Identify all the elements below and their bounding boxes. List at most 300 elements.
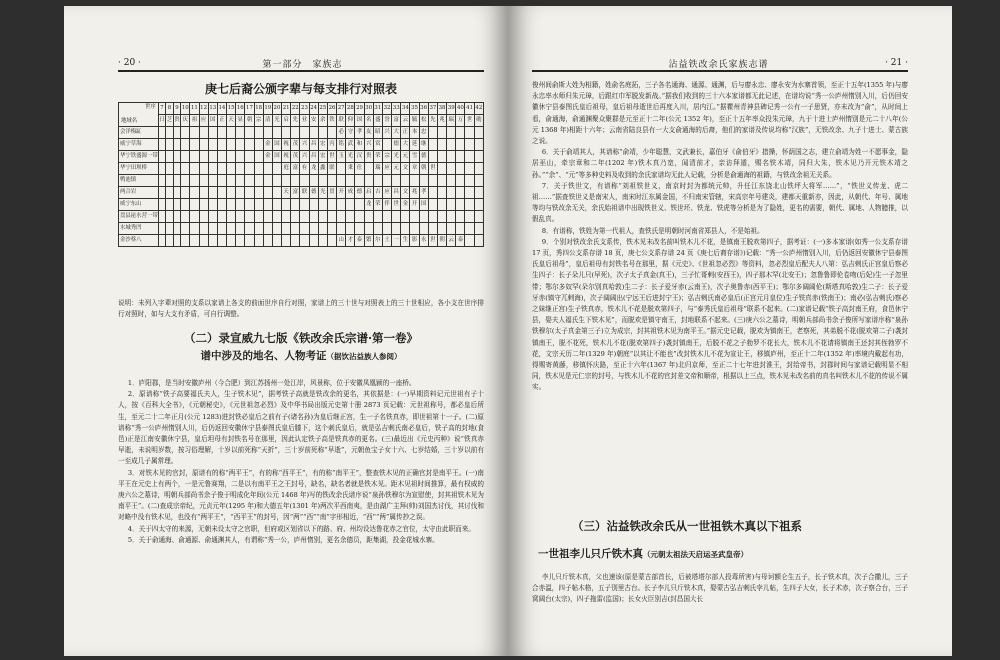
table-cell [465, 175, 474, 187]
table-cell: 宏 [318, 151, 327, 163]
table-corner-cell [119, 103, 159, 127]
table-cell [173, 187, 180, 199]
paragraph: 2．原谱称“铁子高要福氏夫人，生子铁木见”，据考铁子高就是铁改余的更名，其依据是：(一)早期资料记元世祖有子十人，按《百科大全书》，《元朝秘史》，《元世祖忽必烈》及中华书局出版元史第十册 2873 页记载：元世祖称号，都必皇后所生，至元二十二年正月(公元 1283)进封铁必皇后之前有子(诸名孙)为皇后继正宫，生一子名铁真赤，即世祖第十一子。(二)原谱称“秀一公庐州惰别人川，后仍返回安徽休宁县泰图氏皇后膝下，这个刺氏皇后，就是弘吉剌氏南必皇后，铁子高的封地(食邑)正是江南安徽休宁县，皇后坦母有封铁名号在那里，因此认定铁子高是铁真赤的更名。(三)最近出《元史丙种》说“铁真赤早逝，未说明岁数，按习俗理解，十岁以前死称“天折”，三十岁前死称“早逝”，元朝鱼宝子女十六、七岁结婚，三十岁以前有一至成几子属常理。 [118, 390, 484, 466]
table-cell [236, 175, 245, 187]
zibei-cell: 贵 [173, 115, 180, 127]
table-cell: 必 [337, 127, 346, 139]
table-cell: 才 [346, 235, 355, 247]
table-cell [190, 187, 199, 199]
table-cell [190, 163, 199, 175]
table-cell [474, 187, 483, 199]
zibei-cell: 显 [236, 115, 245, 127]
right-body-text [532, 80, 908, 506]
paragraph: 3．对铁木见的官封，原谱有的称“两平王”，有的称“西平王”，有的称“南平王”，整查铁木见的正确官封是南平王。(一)南平王在元史上有两个，一是元鲁赛翔，二是以有南平王之王封号，缺名，缺名者就是铁木见。距木见祖时间推算，最有权威的庚六公之墓诗，明朝兵部尚书余子俊于明成化年间(公元 1468 年)写的铁改余氏谱序说“泉孙铁穆尔为宣慰使，封其祖铁木见为南平王”。(二)查成宗帝纪，元贞元年(1295 年)和大德五年(1301 年)两次平西南夷，是由湖广主拜(帅)刘国杰讨伐，其讨伐和对略中没有铁木见，也没有“两平王”，“西平王”的封号，因“两”“西”“南”字形相近，“西”“两”属传抄之误。 [118, 468, 484, 522]
table-cell [419, 223, 428, 235]
table-cell [318, 211, 327, 223]
table-cell: 有 [300, 163, 309, 175]
table-cell [355, 211, 364, 223]
table-cell [465, 139, 474, 151]
table-cell [254, 139, 263, 151]
table-cell [337, 199, 346, 211]
table-cell [382, 175, 391, 187]
table-cell [337, 163, 346, 175]
table-cell [181, 223, 190, 235]
table-cell [208, 211, 217, 223]
table-cell [173, 163, 180, 175]
table-cell [474, 151, 483, 163]
generation-number-cell: 41 [465, 103, 474, 115]
paragraph: 4．关于四太守的来源，无朝未设太守之官职，但府或区划省以下的路、府、州均设达鲁花赤之官位，太守由此职而来。 [127, 524, 475, 533]
zibei-cell: 兆 [437, 115, 446, 127]
table-cell [355, 223, 364, 235]
table-cell [465, 187, 474, 199]
zibei-cell: 日 [158, 115, 165, 127]
place-name-cell: 金沙蔡八 [119, 235, 159, 247]
table-cell [236, 139, 245, 151]
table-cell [245, 175, 254, 187]
table-cell: 光 [392, 151, 401, 163]
paragraph: 9．个别对铁改余氏支系传，铁木见末改名前叫铁木儿不花，是镇南王脱欢第四子，据考证：(一)多本家谱(如秀一公支系存谱 17 页，秀四公支系存谱 18 页，庚七公支系存谱 24 页《庚七后裔存谱》)记载：“秀一公庐州惰别入川，后仍返回安徽休宁县泰图氏皇后祖母”，皇后祖母有封铁名号在那里，据《元史》、《世祖忽必烈》等资料，忽必烈皇后配夫人八第：弘吉剌氏正宫皇后察必生四子：长子朵儿只(早死)，次子太子真金(真王)，三子忙哥剌(安西王)，四子那木罕(北安王)；忽鲁鲁即伦卷吻(后妃)生一子忽里带；鄂尔多奴罕(朵尔别真哈敦)生二子：长子爱牙赤(云南王)，次子奥鲁赤(西平王)；鄂尔多阔阔伦(斯塔真哈敦)生二子：长子爱牙赤(镇守兀剌海)，次子阔阔出(宁远王后进封宁王)；弘吉剌氏南必皇后(正宫元月皇位)生子铁真赤(铁南王)；南必(弘吉剌氏)察必之妹继正宫)生子铁真赤，铁木儿不花是脱欢第四子，与“泰秀氏皇后祖母”联系不起来。(二)家谱记载“铁子高封南王府，食邑休宁县，娶夫人福氏生下铁木见”，而脱欢是镇守南王，封地联系不起来。(三)庚六公之墓诗，明朝兵部尚书余子俊所写家谱序称“泉孙铁穆尔(太子真金第三子)立为成宗，封其祖铁木见为南平王。”据元史记载，脱欢为镇南王，老察死，其弟脱不花(脱欢第二子)袭封镇南王，脱不花死，铁木儿不花(脱欢第四子)袭封镇南王，后脱不花之子勃罗不花长大，铁木儿不花请将镇南王还封其侄勃罗不花，文宗天历二年(1329 年)朝庭“以其让不能也”改封铁木儿不花为宣让王，移镇庐州，至正十二年(1352 年)率境内戴起有功，得赐寄黄藤，移镇怀庆路，至正十六年(1367 年)北归京师，至正二十七年进封淮王，封给帝书，封郡时间与家谱记载明显不相同，铁木见是元仁宗的封号，与铁木儿不花的官封差文帝和顺帝，根据以上三点，铁木见未改名前的真名叫铁木儿不花的传说不属实。 [532, 237, 908, 392]
table-cell [382, 139, 391, 151]
table-cell: 瑞 [373, 163, 382, 175]
table-cell [465, 163, 474, 175]
table-cell [447, 199, 456, 211]
table-cell [309, 199, 318, 211]
table-cell [474, 199, 483, 211]
table-cell: 光 [346, 151, 355, 163]
table-cell [227, 175, 236, 187]
table-cell [263, 223, 272, 235]
zibei-cell: 庆 [181, 115, 190, 127]
generation-number-cell: 27 [337, 103, 346, 115]
table-cell [291, 199, 300, 211]
table-cell: 龙 [364, 199, 373, 211]
table-cell [346, 211, 355, 223]
zibei-cell: 毓 [410, 115, 419, 127]
zibei-cell: 仰 [346, 115, 355, 127]
table-cell [401, 175, 410, 187]
zibei-cell: 祖 [190, 115, 199, 127]
generation-number-cell: 30 [364, 103, 373, 115]
section-source: （据饮沾益族人参阅） [326, 352, 402, 361]
table-cell [428, 139, 437, 151]
table-cell: 丙 [327, 139, 336, 151]
zibei-cell: 云 [401, 115, 410, 127]
table-cell [465, 199, 474, 211]
table-cell [217, 175, 226, 187]
section-title: （二）录宣威九七版《铁改余氏宗谱·第一卷》 [183, 331, 418, 345]
table-cell [173, 235, 180, 247]
table-cell [181, 163, 190, 175]
generation-number-cell: 21 [282, 103, 291, 115]
table-cell [272, 175, 281, 187]
table-cell [474, 211, 483, 223]
paragraph: 5．关于俞通海、俞通源、俞通渊其人，有谓称“秀一公，庐州惰别，更名余德员，距集湖，投金花城水寨。 [127, 535, 439, 544]
table-cell [190, 211, 199, 223]
table-cell [272, 187, 281, 199]
table-cell [410, 223, 419, 235]
table-cell [217, 151, 226, 163]
book-spread [64, 6, 952, 658]
place-name-cell: 两合岩 [119, 187, 159, 199]
generation-number-cell: 33 [392, 103, 401, 115]
table-cell [173, 151, 180, 163]
right-section-title: （三）沾益铁改余氏从一世祖铁木真以下祖系 [572, 519, 802, 533]
zibei-cell: 国 [208, 115, 217, 127]
table-cell [447, 223, 456, 235]
table-cell [158, 175, 165, 187]
table-cell [190, 151, 199, 163]
table-cell [300, 175, 309, 187]
table-cell [236, 223, 245, 235]
table-cell [456, 199, 465, 211]
table-cell: 昭 [373, 127, 382, 139]
zibei-cell: 盛 [373, 115, 382, 127]
table-cell [456, 211, 465, 223]
table-cell [245, 187, 254, 199]
generation-number-cell: 8 [166, 103, 173, 115]
table-cell: 世 [327, 151, 336, 163]
table-cell [282, 199, 291, 211]
table-cell [190, 223, 199, 235]
table-cell [199, 175, 208, 187]
table-cell: 伴 [382, 199, 391, 211]
table-cell [300, 235, 309, 247]
table-row [119, 175, 484, 187]
generation-number-cell: 35 [410, 103, 419, 115]
table-cell [309, 175, 318, 187]
table-cell [166, 163, 173, 175]
table-cell: 延 [410, 139, 419, 151]
table-cell [227, 139, 236, 151]
right-header-title: 沾益铁改余氏家族志谱 [668, 59, 769, 70]
table-cell [158, 211, 165, 223]
table-cell [456, 175, 465, 187]
zibei-cell: 松 [419, 115, 428, 127]
table-cell: 世 [428, 235, 437, 247]
table-row [119, 187, 484, 199]
table-cell [428, 187, 437, 199]
generation-number-cell: 22 [291, 103, 300, 115]
table-cell [227, 223, 236, 235]
table-cell: 文 [401, 163, 410, 175]
table-cell [272, 199, 281, 211]
table-cell [245, 235, 254, 247]
zibei-cell: 勋 [474, 115, 483, 127]
table-cell [327, 199, 336, 211]
table-cell [447, 211, 456, 223]
table-cell [437, 223, 446, 235]
table-cell: 世 [392, 199, 401, 211]
table-cell [254, 127, 263, 139]
table-cell [272, 223, 281, 235]
table-cell: 金 [263, 151, 272, 163]
table-cell: 富 [291, 163, 300, 175]
table-cell [236, 127, 245, 139]
table-cell [309, 127, 318, 139]
table-cell [227, 163, 236, 175]
table-cell [181, 211, 190, 223]
table-cell: 应 [382, 163, 391, 175]
place-name-cell: 水城秀凹 [119, 223, 159, 235]
table-cell [245, 211, 254, 223]
generation-number-cell: 16 [236, 103, 245, 115]
table-cell [456, 127, 465, 139]
table-cell: 雪 [410, 151, 419, 163]
table-cell [199, 151, 208, 163]
table-cell [263, 163, 272, 175]
table-cell: 宗 [382, 151, 391, 163]
generation-number-cell: 12 [199, 103, 208, 115]
table-cell: 应 [382, 187, 391, 199]
table-cell [410, 175, 419, 187]
zibei-cell: 朝 [245, 115, 254, 127]
table-cell [419, 175, 428, 187]
table-cell [236, 235, 245, 247]
generation-number-cell: 29 [355, 103, 364, 115]
table-cell [181, 175, 190, 187]
table-cell [181, 187, 190, 199]
generation-number-cell: 20 [272, 103, 281, 115]
table-cell [428, 211, 437, 223]
table-cell: 天 [282, 187, 291, 199]
table-cell [282, 223, 291, 235]
table-cell: 赏 [373, 139, 382, 151]
table-cell: 昌 [392, 187, 401, 199]
left-page-header [118, 56, 484, 72]
table-cell [208, 127, 217, 139]
table-cell [282, 175, 291, 187]
table-cell [227, 199, 236, 211]
section-subtitle [118, 348, 484, 363]
table-cell: 兴 [364, 139, 373, 151]
left-page-number: · 20 · [118, 58, 141, 68]
table-cell [318, 223, 327, 235]
table-cell: 荣 [373, 151, 382, 163]
table-cell [208, 151, 217, 163]
table-cell [419, 211, 428, 223]
table-cell [217, 127, 226, 139]
table-cell [158, 199, 165, 211]
table-cell [447, 187, 456, 199]
table-cell [263, 211, 272, 223]
zibei-cell: 先 [428, 115, 437, 127]
table-cell [447, 163, 456, 175]
table-cell [166, 187, 173, 199]
table-cell [245, 127, 254, 139]
table-cell: 德 [355, 187, 364, 199]
table-cell [158, 139, 165, 151]
table-cell: 成 [346, 187, 355, 199]
table-cell [158, 187, 165, 199]
table-row [119, 223, 484, 235]
table-cell: 德 [419, 151, 428, 163]
table-cell [291, 127, 300, 139]
table-cell: 元 [392, 163, 401, 175]
table-cell [227, 187, 236, 199]
table-cell [327, 235, 336, 247]
generation-number-cell: 25 [318, 103, 327, 115]
table-cell [181, 151, 190, 163]
zibei-cell: 光 [272, 115, 281, 127]
table-cell: 茂 [291, 139, 300, 151]
table-cell [392, 175, 401, 187]
left-body-text [118, 378, 484, 644]
table-cell [254, 175, 263, 187]
table-cell: 金 [401, 199, 410, 211]
table-cell [263, 187, 272, 199]
table-cell [217, 163, 226, 175]
generation-number-cell: 42 [474, 103, 483, 115]
table-cell [254, 151, 263, 163]
zibei-cell: 正 [217, 115, 226, 127]
table-cell [190, 235, 199, 247]
table-cell [245, 163, 254, 175]
table-row [119, 127, 484, 139]
table-cell [158, 127, 165, 139]
table-cell [392, 211, 401, 223]
table-cell [465, 127, 474, 139]
table-cell: 影 [410, 235, 419, 247]
table-cell [254, 211, 263, 223]
table-cell [173, 175, 180, 187]
table-cell [346, 199, 355, 211]
table-cell [217, 235, 226, 247]
generation-number-cell: 36 [419, 103, 428, 115]
generation-table [118, 102, 484, 247]
table-cell [158, 163, 165, 175]
table-cell: 兴 [300, 151, 309, 163]
table-cell [465, 211, 474, 223]
table-cell [199, 223, 208, 235]
last-paragraph: 李儿只斤铁木真，父也速该(原是蒙古部首长，后被塔塔尔部人投毒所害)与母诃额仑生五子，长子铁木真，次子合撒儿，三子合赤温，四子帖木格，五子别里古台。长子李儿只斤铁木真，娶蒙古弘吉剌氏孛儿帖，生四子大女，长子术赤，次子察合台，三子窝阔台(太宗)，四子拖雷(监国)；长女火臣别吉(封昌国大长 [532, 573, 908, 604]
table-cell [318, 199, 327, 211]
table-cell [272, 163, 281, 175]
zibei-cell: 万 [456, 115, 465, 127]
table-cell: 启 [364, 187, 373, 199]
table-cell [199, 199, 208, 211]
table-cell [456, 223, 465, 235]
left-page [64, 6, 508, 656]
generation-number-cell: 11 [190, 103, 199, 115]
table-cell: 云 [447, 235, 456, 247]
zibei-cell: 联 [337, 115, 346, 127]
table-cell: 世 [428, 163, 437, 175]
table-cell: 龙 [309, 163, 318, 175]
table-cell: 孝 [355, 127, 364, 139]
table-cell: 庭 [282, 163, 291, 175]
zibei-cell: 清 [263, 115, 272, 127]
table-cell [199, 163, 208, 175]
table-cell [364, 175, 373, 187]
zibei-cell: 誉 [382, 115, 391, 127]
table-cell [173, 139, 180, 151]
table-cell [437, 187, 446, 199]
table-cell [346, 223, 355, 235]
table-cell [447, 151, 456, 163]
generation-number-cell: 39 [447, 103, 456, 115]
table-cell [456, 139, 465, 151]
table-cell [318, 127, 327, 139]
table-row [119, 199, 484, 211]
table-cell [401, 211, 410, 223]
table-cell [309, 235, 318, 247]
table-cell [166, 235, 173, 247]
table-cell: 昌 [309, 151, 318, 163]
table-cell: 秉 [346, 163, 355, 175]
table-cell: 和 [355, 139, 364, 151]
table-cell [208, 199, 217, 211]
table-row [119, 235, 484, 247]
table-cell: 大 [392, 127, 401, 139]
table-row [119, 163, 484, 175]
table-cell: 兆 [410, 187, 419, 199]
section-subtitle-text: 谱中涉及的地名、人物考证 [200, 350, 327, 362]
table-row [119, 139, 484, 151]
place-name-cell: 威宁东山 [119, 199, 159, 211]
table-row [119, 211, 484, 223]
table-cell [474, 139, 483, 151]
paragraph: 8．有谱称，铁姓为第一代祖人，查铁氏是明朝时河南省郑县人，不是始祖。 [541, 226, 764, 235]
table-cell [158, 235, 165, 247]
table-cell [428, 223, 437, 235]
table-cell: 富 [291, 187, 300, 199]
table-cell: 开 [410, 199, 419, 211]
table-cell [465, 223, 474, 235]
table-cell [199, 187, 208, 199]
table-cell [382, 211, 391, 223]
table-cell [208, 187, 217, 199]
table-cell: 兴 [382, 127, 391, 139]
table-cell [181, 235, 190, 247]
table-cell [327, 175, 336, 187]
table-cell [364, 223, 373, 235]
table-cell [410, 211, 419, 223]
table-cell: 土 [382, 235, 391, 247]
table-cell [437, 139, 446, 151]
table-cell [217, 211, 226, 223]
table-cell: 兴 [300, 139, 309, 151]
table-cell [190, 199, 199, 211]
table-cell [263, 175, 272, 187]
table-cell [437, 127, 446, 139]
table-cell: 忠 [419, 127, 428, 139]
table-cell: 联 [327, 163, 336, 175]
table-cell: 永 [419, 235, 428, 247]
generation-number-cell: 14 [217, 103, 226, 115]
table-cell: 国 [419, 199, 428, 211]
place-name-cell: 鸭池镇 [119, 175, 159, 187]
table-cell: 元 [401, 151, 410, 163]
table-cell: 贵 [364, 151, 373, 163]
table-cell [364, 211, 373, 223]
right-page-number: · 21 · [885, 58, 908, 68]
table-title: 庚七后裔公颁字辈与每支排行对照表 [204, 82, 397, 96]
table-cell: 玉 [337, 151, 346, 163]
table-cell [254, 235, 263, 247]
table-cell [355, 199, 364, 211]
table-cell: 视 [282, 139, 291, 151]
table-cell [227, 127, 236, 139]
table-cell [199, 211, 208, 223]
table-cell: 继 [419, 139, 428, 151]
zibei-cell: 世 [465, 115, 474, 127]
table-cell: 朝 [419, 163, 428, 175]
table-cell: 山 [337, 235, 346, 247]
table-cell [428, 175, 437, 187]
table-cell [447, 127, 456, 139]
zibei-cell: 国 [355, 115, 364, 127]
